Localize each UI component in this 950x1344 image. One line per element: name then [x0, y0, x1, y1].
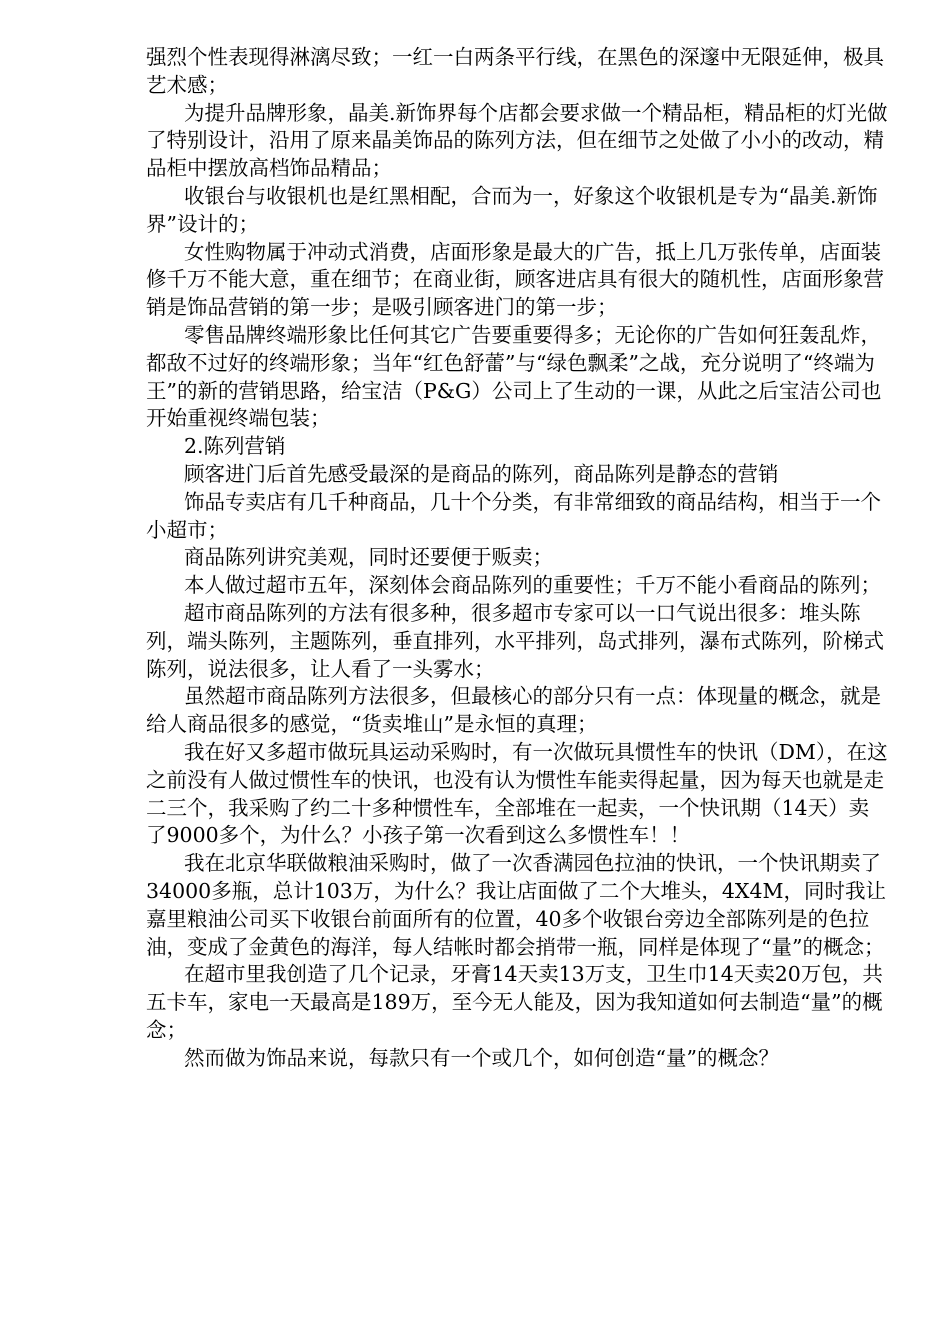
paragraph: 女性购物属于冲动式消费，店面形象是最大的广告，抵上几万张传单，店面装修千万不能大意，重在细节；在商业街，顾客进店具有很大的随机性，店面形象营销是饰品营销的第一步；是吸引顾客进门的第一步； — [146, 239, 884, 320]
paragraph: 顾客进门后首先感受最深的是商品的陈列，商品陈列是静态的营销 — [184, 461, 779, 486]
paragraph: 强烈个性表现得淋漓尽致；一红一白两条平行线，在黑色的深邃中无限延伸，极具艺术感； — [146, 45, 884, 97]
paragraph: 超市商品陈列的方法有很多种，很多超市专家可以一口气说出很多：堆头陈列，端头陈列，主题陈列，垂直排列，水平排列，岛式排列，瀑布式陈列，阶梯式陈列，说法很多，让人看了一头雾水； — [146, 600, 884, 681]
paragraph: 我在好又多超市做玩具运动采购时，有一次做玩具惯性车的快讯（DM），在这之前没有人做过惯性车的快讯，也没有认为惯性车能卖得起量，因为每天也就是走二三个，我采购了约二十多种惯性车，全部堆在一起卖，一个快讯期（14天）卖了9000多个，为什么？小孩子第一次看到这么多惯性车！！ — [146, 739, 888, 848]
paragraph: 零售品牌终端形象比任何其它广告要重要得多；无论你的广告如何狂轰乱炸，都敌不过好的终端形象；当年“红色舒蕾”与“绿色飘柔”之战，充分说明了“终端为王”的新的营销思路，给宝洁（P&G）公司上了生动的一课，从此之后宝洁公司也开始重视终端包装； — [146, 322, 882, 431]
paragraph: 然而做为饰品来说，每款只有一个或几个，如何创造“量”的概念？ — [184, 1045, 779, 1070]
paragraph: 在超市里我创造了几个记录，牙膏14天卖13万支，卫生巾14天卖20万包，共五卡车，家电一天最高是189万，至今无人能及，因为我知道如何去制造“量”的概念； — [146, 962, 883, 1042]
paragraph: 我在北京华联做粮油采购时，做了一次香满园色拉油的快讯，一个快讯期卖了34000多瓶，总计103万，为什么？我让店面做了二个大堆头，4X4M，同时我让嘉里粮油公司买下收银台前面所有的位置，40多个收银台旁边全部陈列是的色拉油，变成了金黄色的海洋，每人结帐时都会捎带一瓶，同样是体现了“量”的概念； — [146, 851, 887, 959]
section-heading: 2.陈列营销 — [184, 434, 286, 459]
document-page — [146, 44, 888, 1072]
paragraph: 本人做过超市五年，深刻体会商品陈列的重要性；千万不能小看商品的陈列； — [184, 573, 881, 598]
paragraph: 收银台与收银机也是红黑相配，合而为一，好象这个收银机是专为“晶美.新饰界”设计的； — [146, 183, 878, 236]
paragraph: 虽然超市商品陈列方法很多，但最核心的部分只有一点：体现量的概念，就是给人商品很多的感觉，“货卖堆山”是永恒的真理； — [146, 684, 881, 737]
paragraph: 饰品专卖店有几千种商品，几十个分类，有非常细致的商品结构，相当于一个小超市； — [146, 489, 881, 542]
paragraph: 为提升品牌形象，晶美.新饰界每个店都会要求做一个精品柜，精品柜的灯光做了特别设计，沿用了原来晶美饰品的陈列方法，但在细节之处做了小小的改动，精品柜中摆放高档饰品精品； — [146, 100, 888, 181]
paragraph: 商品陈列讲究美观，同时还要便于贩卖； — [184, 545, 553, 570]
